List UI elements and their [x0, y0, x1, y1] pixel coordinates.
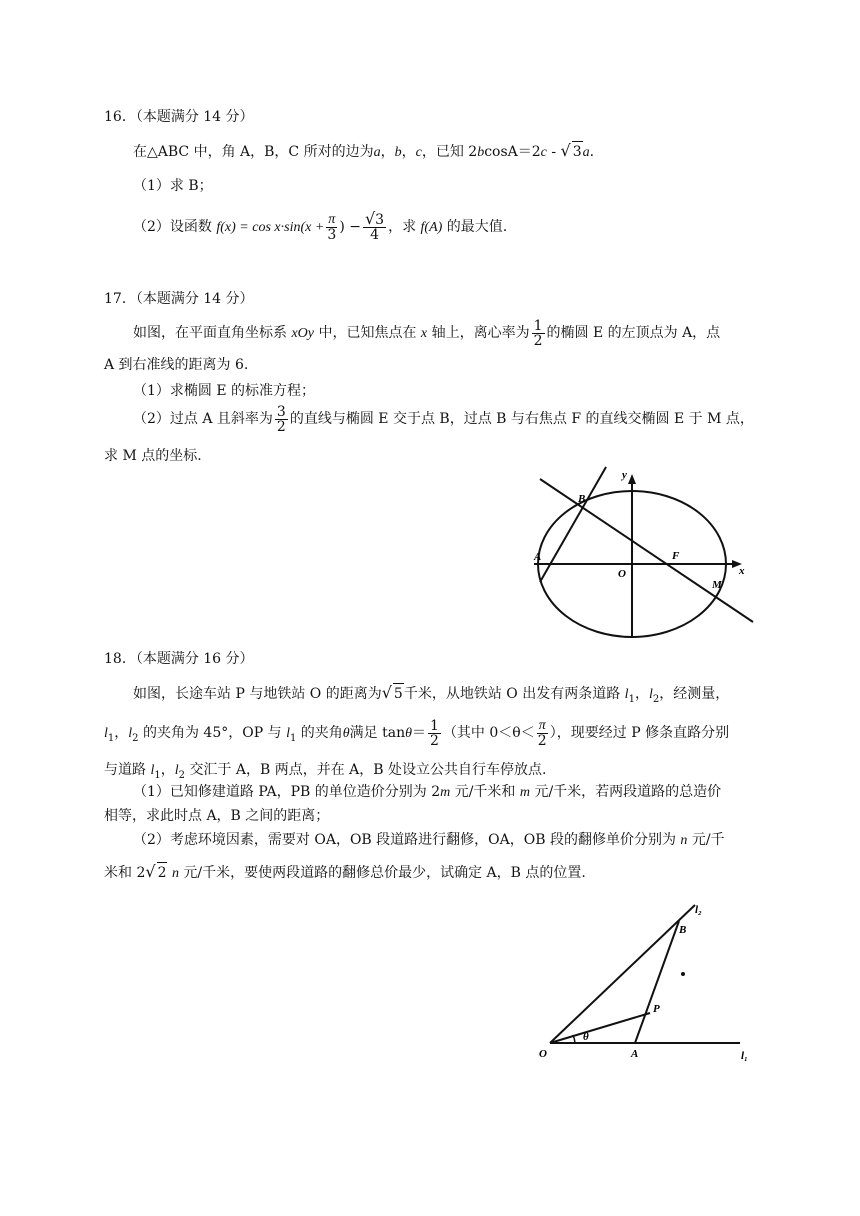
q17-part1: （1）求椭圆 E 的标准方程；: [133, 383, 316, 399]
segment-ab: [635, 921, 679, 1043]
label-a: A: [534, 551, 542, 563]
label-l1: l₁: [741, 1050, 748, 1062]
q18-header: 18．（本题满分 16 分）: [104, 651, 254, 667]
label-m: M: [712, 579, 722, 591]
q17-line1: 如图，在平面直角坐标系 xOy 中，已知焦点在 x 轴上，离心率为 $\frac{1}{2}$ 的椭圆 E 的左顶点为 A，点: [133, 317, 721, 349]
q18-line1: 如图，长途车站 P 与地铁站 O 的距离为√ 5千米，从地铁站 O 出发有两条道路 $l_1$，$l_2$，经测量，: [133, 683, 730, 705]
q16-stem: 在△ABC 中，角 A，B，C 所对的边为a，b，c，已知 2bcosA＝2c - √ 3a.: [133, 141, 595, 160]
y-arrow: [628, 474, 636, 484]
line-bm: [540, 479, 753, 622]
label-o: O: [539, 1048, 547, 1060]
label-b: B: [679, 924, 687, 936]
label-f: F: [672, 550, 680, 562]
q17-header: 17．（本题满分 14 分）: [104, 291, 254, 307]
q17-part2: （2）过点 A 且斜率为 $\frac{3}{2}$ 的直线与椭圆 E 交于点 B，过点 B 与右焦点 F 的直线交椭圆 E 于 M 点，: [133, 403, 754, 435]
q17-part2-end: 求 M 点的坐标.: [104, 448, 202, 464]
label-theta: θ: [583, 1031, 589, 1043]
label-a: A: [631, 1048, 639, 1060]
label-p: P: [653, 1003, 660, 1015]
q18-line2: $l_1$，$l_2$ 的夹角为 45°，OP 与 $l_1$ 的夹角θ满足 tanθ＝ $\frac{1}{2}$ （其中 0＜θ＜ $\frac{\pi}{2}$ ），现要经过 P 修条直路分别: [104, 717, 730, 749]
q16-part2: （2）设函数 f(x) = cos x·sin(x + $\frac{\pi}{3}$ ) − $\frac{√3}{4}$ ，求 f(A) 的最大值.: [133, 209, 508, 243]
q18-part2-end: 米和 2√ 2 n 元/千米，要使两段道路的翻修总价最少，试确定 A，B 点的位置.: [104, 862, 586, 881]
q18-part1: （1）已知修建道路 PA，PB 的单位造价分别为 2m 元/千米和 m 元/千米，若两段道路的总造价: [133, 784, 722, 800]
dot-marker: [681, 972, 685, 976]
q17-line2: A 到右准线的距离为 6.: [104, 357, 249, 373]
ellipse-figure: [520, 462, 780, 642]
q18-line3: 与道路 $l_1$，$l_2$ 交汇于 A，B 两点，并在 A，B 处设立公共自行车停放点.: [104, 762, 547, 781]
q18-part2: （2）考虑环境因素，需要对 OA，OB 段道路进行翻修，OA，OB 段的翻修单价分别为 n 元/千: [133, 832, 725, 848]
label-l2: l₂: [695, 904, 702, 916]
roads-figure: [535, 895, 775, 1075]
q16-part1: （1）求 B；: [133, 178, 213, 194]
label-x: x: [739, 565, 745, 577]
q18-part1-end: 相等，求此时点 A，B 之间的距离；: [104, 808, 330, 824]
label-o: O: [618, 568, 626, 580]
label-y: y: [622, 469, 627, 481]
q16-header: 16．（本题满分 14 分）: [104, 109, 254, 125]
label-b: B: [578, 493, 586, 505]
road-l2: [550, 905, 695, 1043]
